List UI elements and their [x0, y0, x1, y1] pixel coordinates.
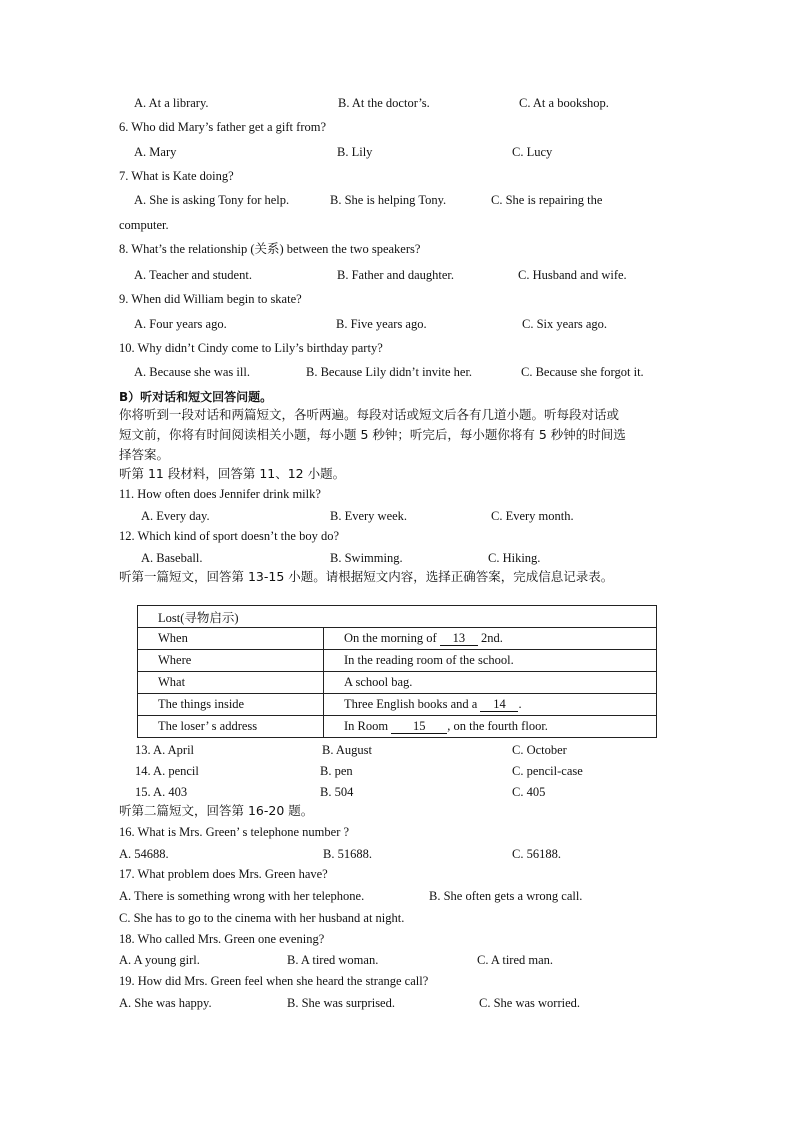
q8-stem: 8. What’s the relationship (关系) between the two speakers?: [119, 242, 421, 256]
q11-option-a: A. Every day.: [141, 509, 210, 523]
table-row: [138, 694, 657, 716]
q16-option-c: C. 56188.: [512, 847, 561, 861]
q10-option-a: A. Because she was ill.: [134, 365, 250, 379]
q10-option-c: C. Because she forgot it.: [521, 365, 644, 379]
lost-notice-table: [137, 605, 657, 738]
section-b-intro-line-2: 短文前，你将有时间阅读相关小题，每小题 5 秒钟；听完后，每小题你将有 5 秒钟的时间选: [119, 427, 626, 442]
table-row: [138, 672, 657, 694]
q8-option-c: C. Husband and wife.: [518, 268, 627, 282]
blank-13: 13: [440, 632, 478, 647]
q13-option-b: B. August: [322, 743, 373, 757]
q13-option-a: 13. A. April: [135, 743, 195, 757]
q19-option-c: C. She was worried.: [479, 996, 581, 1010]
q9-stem: 9. When did William begin to skate?: [119, 292, 302, 306]
q17-option-b: B. She often gets a wrong call.: [429, 889, 583, 903]
table-row: [138, 650, 657, 672]
q9-option-a: A. Four years ago.: [134, 317, 227, 331]
q16-option-b: B. 51688.: [323, 847, 372, 861]
blank-14: 14: [480, 698, 518, 713]
q16-option-a: A. 54688.: [119, 847, 169, 861]
q15-option-c: C. 405: [512, 785, 546, 799]
section-b-heading: B）听对话和短文回答问题。: [119, 390, 273, 404]
q13-option-c: C. October: [512, 743, 567, 757]
material-11-instruction: 听第 11 段材料，回答第 11、12 小题。: [119, 466, 346, 481]
row-label: When: [138, 628, 324, 650]
q5-option-c: C. At a bookshop.: [519, 96, 609, 110]
q8-option-b: B. Father and daughter.: [337, 268, 454, 282]
q14-option-c: C. pencil-case: [512, 764, 583, 778]
q6-option-a: A. Mary: [134, 145, 177, 159]
q6-option-b: B. Lily: [337, 145, 373, 159]
passage-2-instruction: 听第二篇短文，回答第 16-20 题。: [119, 803, 314, 818]
q6-stem: 6. Who did Mary’s father get a gift from?: [119, 120, 327, 134]
q7-option-c: C. She is repairing the: [491, 193, 603, 207]
table-row: [138, 716, 657, 738]
q9-option-b: B. Five years ago.: [336, 317, 427, 331]
q18-option-a: A. A young girl.: [119, 953, 200, 967]
q16-stem: 16. What is Mrs. Green’ s telephone number ?: [119, 825, 350, 839]
q10-option-b: B. Because Lily didn’t invite her.: [306, 365, 473, 379]
row-value: On the morning of 13 2nd.: [324, 628, 657, 650]
row-label: The loser’ s address: [138, 716, 324, 738]
q11-option-c: C. Every month.: [491, 509, 574, 523]
blank-15: 15: [391, 720, 447, 735]
q11-stem: 11. How often does Jennifer drink milk?: [119, 487, 321, 501]
q14-option-b: B. pen: [320, 764, 353, 778]
row-value: In Room 15 , on the fourth floor.: [324, 716, 657, 738]
q11-option-b: B. Every week.: [330, 509, 408, 523]
passage-1-instruction: 听第一篇短文，回答第 13-15 小题。请根据短文内容，选择正确答案，完成信息记录表。: [119, 569, 614, 584]
q15-option-a: 15. A. 403: [135, 785, 188, 799]
q19-stem: 19. How did Mrs. Green feel when she heard the strange call?: [119, 974, 429, 988]
q14-option-a: 14. A. pencil: [135, 764, 199, 778]
row-label: What: [138, 672, 324, 694]
row-label: Where: [138, 650, 324, 672]
q10-stem: 10. Why didn’t Cindy come to Lily’s birthday party?: [119, 341, 383, 355]
q7-option-a: A. She is asking Tony for help.: [134, 193, 290, 207]
q15-option-b: B. 504: [320, 785, 354, 799]
section-b-intro-line-1: 你将听到一段对话和两篇短文，各听两遍。每段对话或短文后各有几道小题。听每段对话或: [119, 407, 620, 422]
q12-stem: 12. Which kind of sport doesn’t the boy do?: [119, 529, 339, 543]
row-value: A school bag.: [324, 672, 657, 694]
q7-option-b: B. She is helping Tony.: [330, 193, 447, 207]
q18-option-b: B. A tired woman.: [287, 953, 379, 967]
row-value: In the reading room of the school.: [324, 650, 657, 672]
q5-option-a: A. At a library.: [134, 96, 209, 110]
row-label: The things inside: [138, 694, 324, 716]
q17-option-c: C. She has to go to the cinema with her husband at night.: [119, 911, 405, 925]
q9-option-c: C. Six years ago.: [522, 317, 608, 331]
q17-stem: 17. What problem does Mrs. Green have?: [119, 867, 328, 881]
table-title-row: [138, 606, 657, 628]
q19-option-a: A. She was happy.: [119, 996, 212, 1010]
q12-option-a: A. Baseball.: [141, 551, 203, 565]
q6-option-c: C. Lucy: [512, 145, 553, 159]
table-title: Lost(寻物启示): [138, 606, 657, 628]
q17-option-a: A. There is something wrong with her telephone.: [119, 889, 365, 903]
q18-stem: 18. Who called Mrs. Green one evening?: [119, 932, 325, 946]
section-b-intro-line-3: 择答案。: [119, 447, 170, 462]
row-value: Three English books and a 14 .: [324, 694, 657, 716]
table-row: [138, 628, 657, 650]
q7-option-c-wrap: computer.: [119, 218, 169, 232]
q19-option-b: B. She was surprised.: [287, 996, 395, 1010]
q5-option-b: B. At the doctor’s.: [338, 96, 430, 110]
q18-option-c: C. A tired man.: [477, 953, 554, 967]
q8-option-a: A. Teacher and student.: [134, 268, 252, 282]
q12-option-b: B. Swimming.: [330, 551, 403, 565]
q12-option-c: C. Hiking.: [488, 551, 541, 565]
q7-stem: 7. What is Kate doing?: [119, 169, 234, 183]
